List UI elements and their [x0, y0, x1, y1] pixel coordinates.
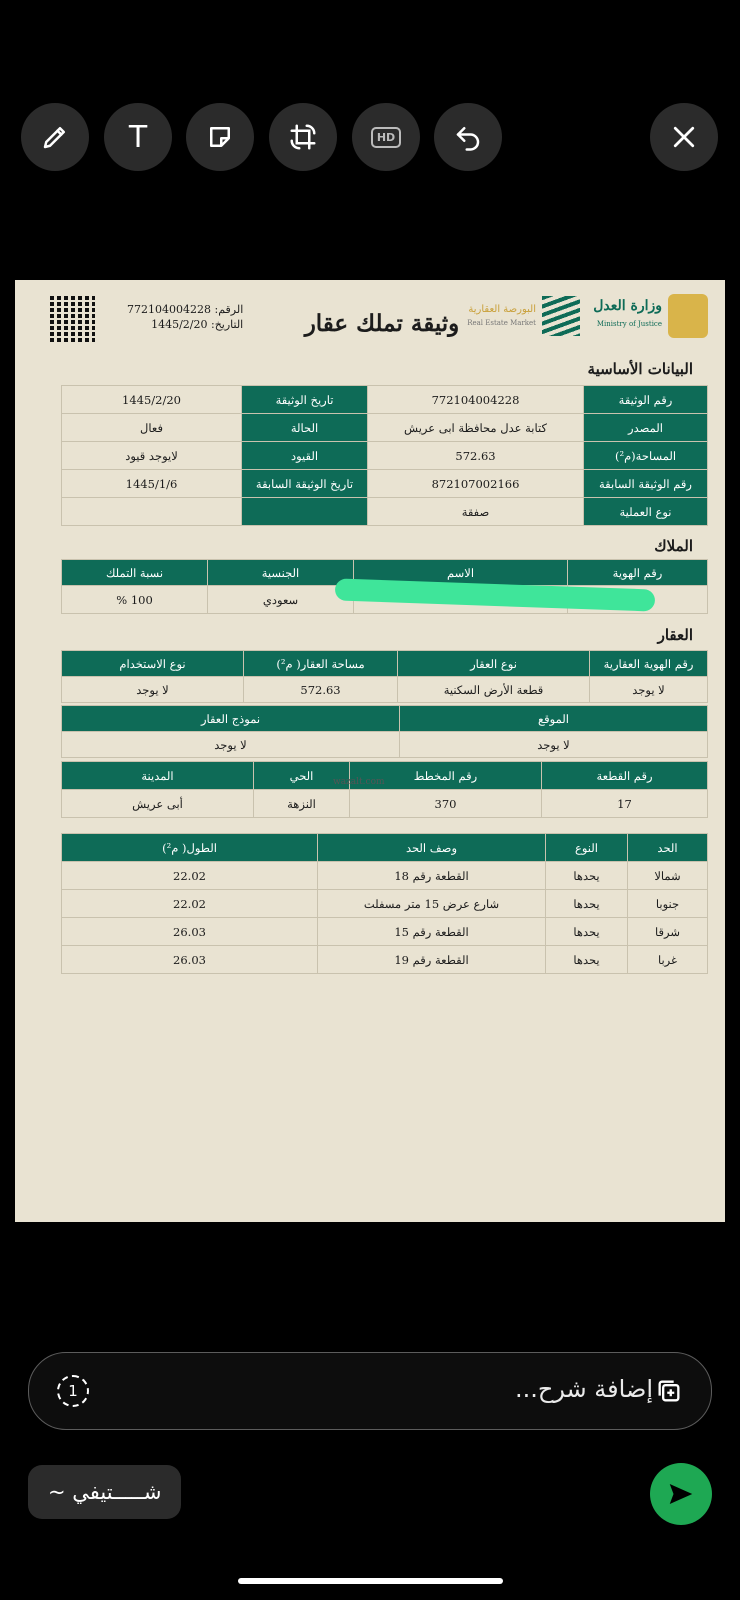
- logos: [463, 292, 708, 347]
- column-header: الاسم: [354, 560, 568, 586]
- market-logo-sub: Real Estate Market: [467, 319, 536, 327]
- number-value: 772104004228: [127, 303, 211, 316]
- table-row: [62, 498, 708, 526]
- table-cell: 22.02: [62, 862, 318, 890]
- table-cell: سعودي: [208, 586, 354, 614]
- field-label: رقم الوثيقة: [584, 386, 708, 414]
- basic-data-table: [61, 385, 708, 526]
- field-value: 1445/2/20: [62, 386, 242, 414]
- field-value: 872107002166: [368, 470, 584, 498]
- column-header: مساحة العقار( م²): [244, 651, 398, 677]
- table-cell: 100 %: [62, 586, 208, 614]
- date-label: التاريخ:: [210, 318, 244, 331]
- table-row: [62, 834, 708, 862]
- field-value: 1445/1/6: [62, 470, 242, 498]
- add-sticker-icon[interactable]: [655, 1377, 683, 1405]
- recipient-chip[interactable]: [28, 1465, 181, 1519]
- table-row: [62, 890, 708, 918]
- field-label: الحالة: [242, 414, 368, 442]
- field-label: [242, 498, 368, 526]
- column-header: نوع الاستخدام: [62, 651, 244, 677]
- view-once-label: 1: [68, 1382, 78, 1400]
- qr-code: [47, 296, 95, 344]
- table-cell: النزهة: [254, 790, 350, 818]
- caption-input[interactable]: [28, 1352, 712, 1430]
- undo-button[interactable]: [434, 103, 502, 171]
- column-header: رقم القطعة: [542, 762, 708, 790]
- table-row: [62, 414, 708, 442]
- field-value: فعال: [62, 414, 242, 442]
- table-cell: القطعة رقم 19: [318, 946, 546, 974]
- home-indicator: [238, 1578, 503, 1584]
- table-cell: القطعة رقم 15: [318, 918, 546, 946]
- table-cell: 26.03: [62, 918, 318, 946]
- section-basic-title: البيانات الأساسية: [587, 360, 693, 378]
- market-logo-text: البورصة العقارية: [468, 304, 536, 315]
- moj-logo-text: وزارة العدل: [593, 298, 662, 314]
- section-owners-title: الملاك: [654, 537, 693, 555]
- close-button[interactable]: [650, 103, 718, 171]
- table-cell: يحدها: [546, 890, 628, 918]
- table-row: [62, 677, 708, 703]
- column-header: المدينة: [62, 762, 254, 790]
- table-cell: غربا: [628, 946, 708, 974]
- table-cell: لا يوجد: [400, 732, 708, 758]
- field-label: تاريخ الوثيقة: [242, 386, 368, 414]
- column-header: نوع العقار: [398, 651, 590, 677]
- table-cell: 26.03: [62, 946, 318, 974]
- table-cell: شمالا: [628, 862, 708, 890]
- field-value: لايوجد قيود: [62, 442, 242, 470]
- moj-logo-sub: Ministry of Justice: [596, 320, 662, 328]
- property-table: [61, 650, 708, 703]
- column-header: الحي: [254, 762, 350, 790]
- table-cell: أبى عريش: [62, 790, 254, 818]
- table-row: [62, 386, 708, 414]
- column-header: رقم الهوية: [568, 560, 708, 586]
- location-table: [61, 705, 708, 758]
- table-cell: لا يوجد: [590, 677, 708, 703]
- table-row: [62, 790, 708, 818]
- plot-table: [61, 761, 708, 818]
- table-cell: شرقا: [628, 918, 708, 946]
- table-cell: يحدها: [546, 862, 628, 890]
- document-meta: [127, 302, 243, 332]
- table-cell: جنوبا: [628, 890, 708, 918]
- field-label: القيود: [242, 442, 368, 470]
- hd-button[interactable]: [352, 103, 420, 171]
- text-icon: T: [128, 119, 148, 155]
- field-label: رقم الوثيقة السابقة: [584, 470, 708, 498]
- bounds-table: [61, 833, 708, 974]
- table-cell: القطعة رقم 18: [318, 862, 546, 890]
- column-header: نسبة التملك: [62, 560, 208, 586]
- table-row: [62, 651, 708, 677]
- field-label: تاريخ الوثيقة السابقة: [242, 470, 368, 498]
- column-header: الموقع: [400, 706, 708, 732]
- table-cell: شارع عرض 15 متر مسفلت: [318, 890, 546, 918]
- column-header: النوع: [546, 834, 628, 862]
- text-button[interactable]: [104, 103, 172, 171]
- sticker-icon: [205, 122, 235, 152]
- crop-rotate-icon: [288, 122, 318, 152]
- send-button[interactable]: [650, 1463, 712, 1525]
- field-value: كتابة عدل محافظة ابى عريش: [368, 414, 584, 442]
- recipient-name: ~ شـــــتيفي: [48, 1480, 162, 1504]
- market-logo-icon: [542, 296, 580, 336]
- document-title: وثيقة تملك عقار: [304, 310, 460, 337]
- column-header: الجنسية: [208, 560, 354, 586]
- section-property-title: العقار: [657, 626, 693, 644]
- table-cell: يحدها: [546, 946, 628, 974]
- crop-rotate-button[interactable]: [269, 103, 337, 171]
- field-label: نوع العملية: [584, 498, 708, 526]
- table-row: [62, 442, 708, 470]
- pencil-button[interactable]: [21, 103, 89, 171]
- table-cell: قطعة الأرض السكنية: [398, 677, 590, 703]
- pencil-icon: [40, 122, 70, 152]
- number-label: الرقم:: [214, 303, 244, 316]
- table-cell: يحدها: [546, 918, 628, 946]
- column-header: الحد: [628, 834, 708, 862]
- column-header: وصف الحد: [318, 834, 546, 862]
- table-row: [62, 470, 708, 498]
- column-header: نموذج العقار: [62, 706, 400, 732]
- table-row: [62, 706, 708, 732]
- field-value: صفقة: [368, 498, 584, 526]
- table-row: [62, 946, 708, 974]
- send-icon: [666, 1479, 696, 1509]
- column-header: رقم الهوية العقارية: [590, 651, 708, 677]
- hd-icon: HD: [371, 127, 401, 148]
- watermark: wazalt.com: [333, 777, 385, 787]
- field-value: [62, 498, 242, 526]
- moj-logo: [668, 294, 708, 338]
- field-value: 772104004228: [368, 386, 584, 414]
- caption-placeholder: إضافة شرح...: [514, 1375, 653, 1403]
- view-once-icon[interactable]: [57, 1375, 89, 1407]
- field-value: 572.63: [368, 442, 584, 470]
- close-icon: [669, 122, 699, 152]
- undo-icon: [453, 122, 483, 152]
- table-cell: 572.63: [244, 677, 398, 703]
- column-header: رقم المخطط: [350, 762, 542, 790]
- table-cell: لا يوجد: [62, 732, 400, 758]
- table-cell: 370: [350, 790, 542, 818]
- date-value: 1445/2/20: [151, 318, 208, 331]
- table-row: [62, 732, 708, 758]
- sticker-button[interactable]: [186, 103, 254, 171]
- document-image[interactable]: [15, 280, 725, 1222]
- table-cell: لا يوجد: [62, 677, 244, 703]
- table-cell: 22.02: [62, 890, 318, 918]
- table-row: [62, 918, 708, 946]
- table-row: [62, 862, 708, 890]
- column-header: الطول( م²): [62, 834, 318, 862]
- field-label: المصدر: [584, 414, 708, 442]
- field-label: المساحة(م²): [584, 442, 708, 470]
- table-cell: 17: [542, 790, 708, 818]
